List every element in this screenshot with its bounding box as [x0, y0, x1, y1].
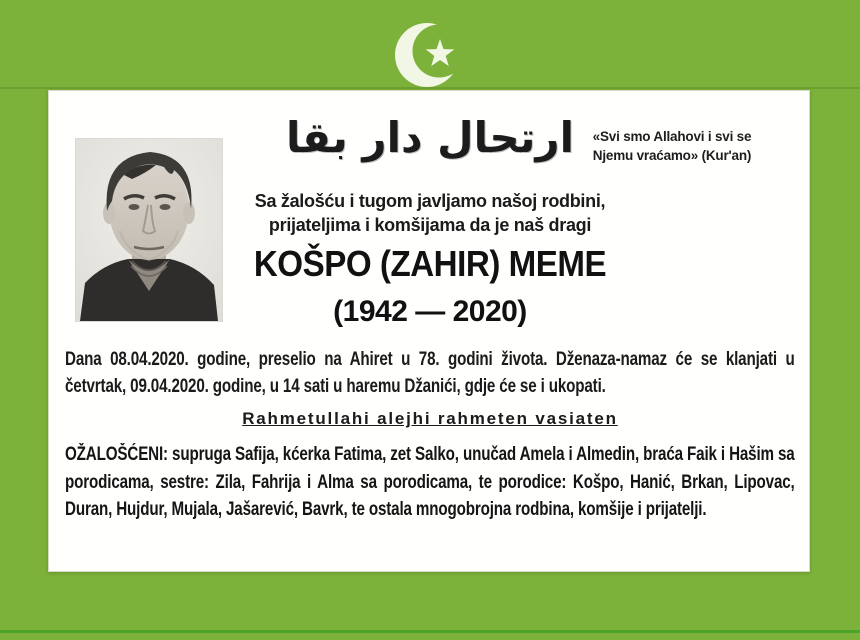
quran-quote-line1: «Svi smo Allahovi i svi se — [592, 129, 752, 144]
bottom-accent-line — [0, 630, 860, 633]
funeral-announcement: Dana 08.04.2020. godine, preselio na Ahiret u 78. godini života. Dženaza-namaz će se klanjati u četvrtak, 09.04.2020. godine, u 14 sati u haremu Džanići, gdje će se i ukopati. — [65, 349, 795, 397]
life-years: (1942 — 2020) — [333, 295, 527, 328]
intro-line2: prijateljima i komšijama da je naš dragi — [268, 215, 592, 235]
notice-card — [48, 90, 810, 572]
header-divider-line — [0, 87, 860, 89]
deceased-name: KOŠPO (ZAHIR) MEME — [253, 243, 607, 284]
mourners-list: OŽALOŠĆENI: supruga Safija, kćerka Fatima, zet Salko, unučad Amela i Almedin, braća Faik i Hašim sa porodicama, sestre: Zila, Fahrija i Alma sa porodicama, te porodice: Košpo, Hanić, Brkan, Lipovac, Duran, Hujdur, Mujala, Jašarević, Bavrk, te ostala mnogobrojna rodbina, komšije i prijatelji. — [65, 444, 795, 520]
intro-line1: Sa žalošću i tugom javljamo našoj rodbini, — [254, 191, 606, 211]
arabic-calligraphy: ارتحال دار بقا — [286, 113, 574, 162]
crescent-and-star-graphic — [394, 20, 464, 90]
crescent-and-star-icon — [394, 20, 464, 90]
quran-quote-line2: Njemu vraćamo» (Kur'an) — [592, 148, 752, 163]
quran-quote — [567, 127, 777, 165]
prayer-line: Rahmetullahi alejhi rahmeten vasiaten — [242, 409, 618, 428]
intro-text — [49, 189, 811, 237]
